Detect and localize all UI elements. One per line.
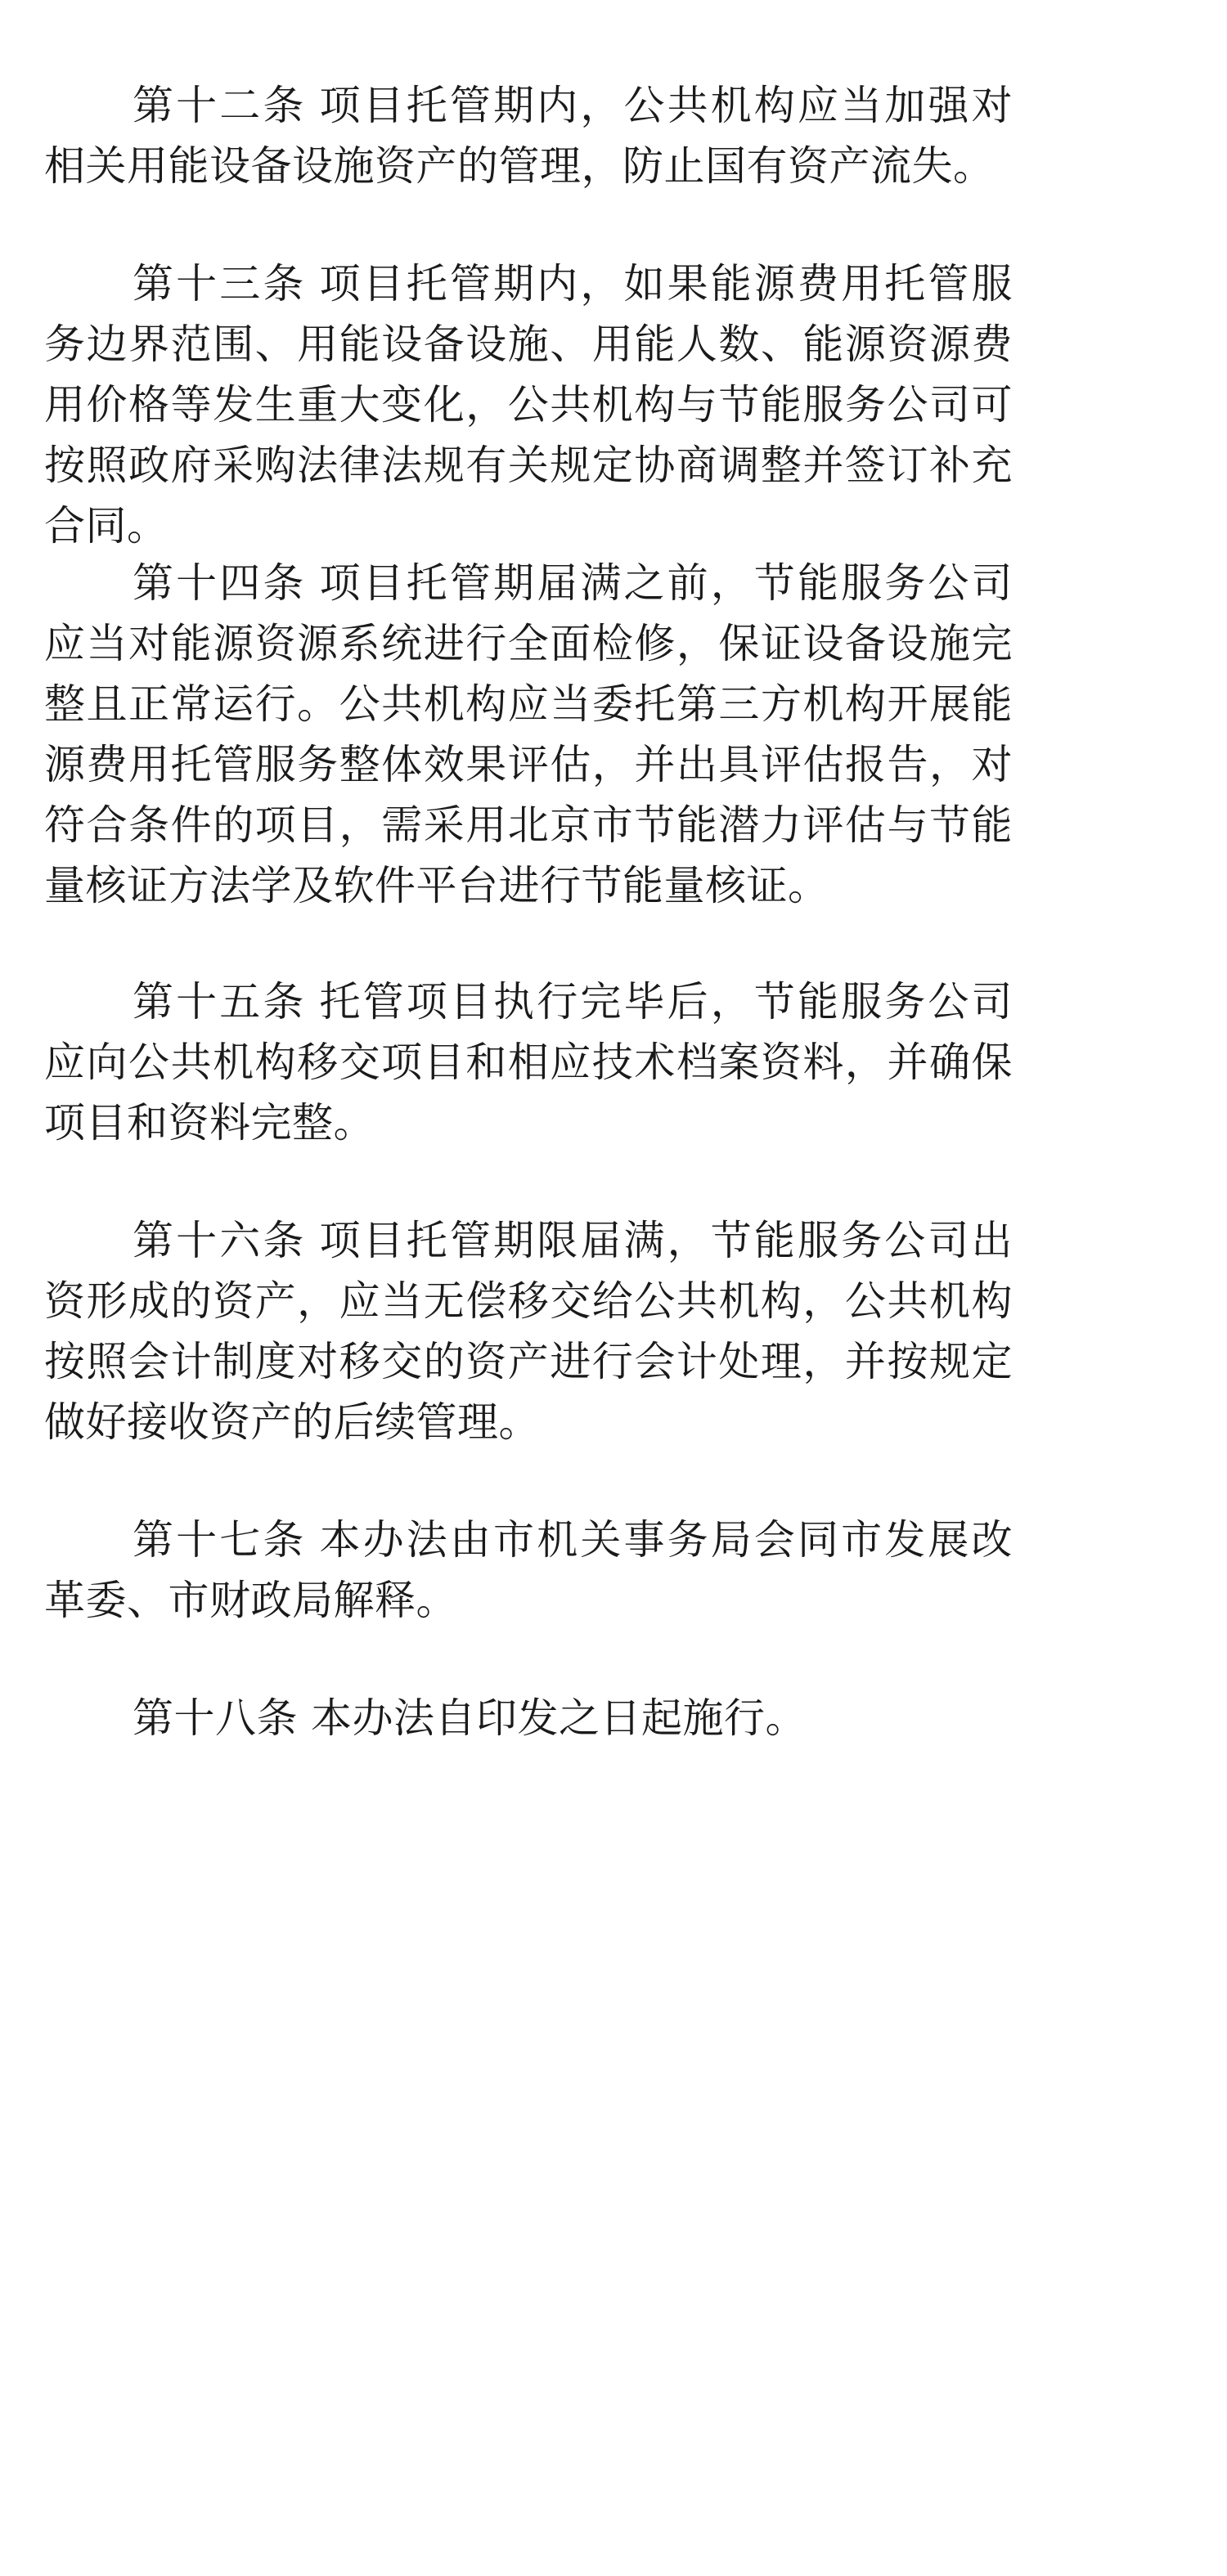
article-12 [44, 75, 1013, 196]
article-text: 托管项目执行完毕后，节能服务公司应向公共机构移交项目和相应技术档案资料，并确保项目和资料完整。 [44, 978, 1014, 1147]
article-number: 第十四条 [133, 559, 307, 607]
article-18 [44, 1688, 1013, 1748]
article-text: 项目托管期届满之前，节能服务公司应当对能源资源系统进行全面检修，保证设备设施完整且正常运行。公共机构应当委托第三方机构开展能源费用托管服务整体效果评估，并出具评估报告，对符合条件的项目，需采用北京市节能潜力评估与节能量核证方法学及软件平台进行节能量核证。 [44, 559, 1014, 909]
article-13 [44, 254, 1013, 556]
article-text: 本办法由市机关事务局会同市发展改革委、市财政局解释。 [44, 1516, 1014, 1624]
article-number: 第十三条 [133, 260, 307, 307]
article-number: 第十七条 [133, 1516, 307, 1564]
article-number: 第十五条 [133, 978, 307, 1025]
article-number: 第十二条 [133, 82, 307, 129]
article-text: 本办法自印发之日起施行。 [311, 1694, 807, 1742]
article-number: 第十八条 [133, 1694, 298, 1742]
article-15 [44, 972, 1013, 1153]
article-text: 项目托管期内，如果能源费用托管服务边界范围、用能设备设施、用能人数、能源资源费用价格等发生重大变化，公共机构与节能服务公司可按照政府采购法律法规有关规定协商调整并签订补充合同。 [44, 260, 1014, 550]
article-14 [44, 553, 1013, 916]
article-17 [44, 1510, 1013, 1631]
article-number: 第十六条 [133, 1217, 307, 1264]
article-text: 项目托管期内，公共机构应当加强对相关用能设备设施资产的管理，防止国有资产流失。 [44, 82, 1014, 190]
article-text: 项目托管期限届满，节能服务公司出资形成的资产，应当无偿移交给公共机构，公共机构按照会计制度对移交的资产进行会计处理，并按规定做好接收资产的后续管理。 [44, 1217, 1014, 1446]
article-16 [44, 1210, 1013, 1452]
